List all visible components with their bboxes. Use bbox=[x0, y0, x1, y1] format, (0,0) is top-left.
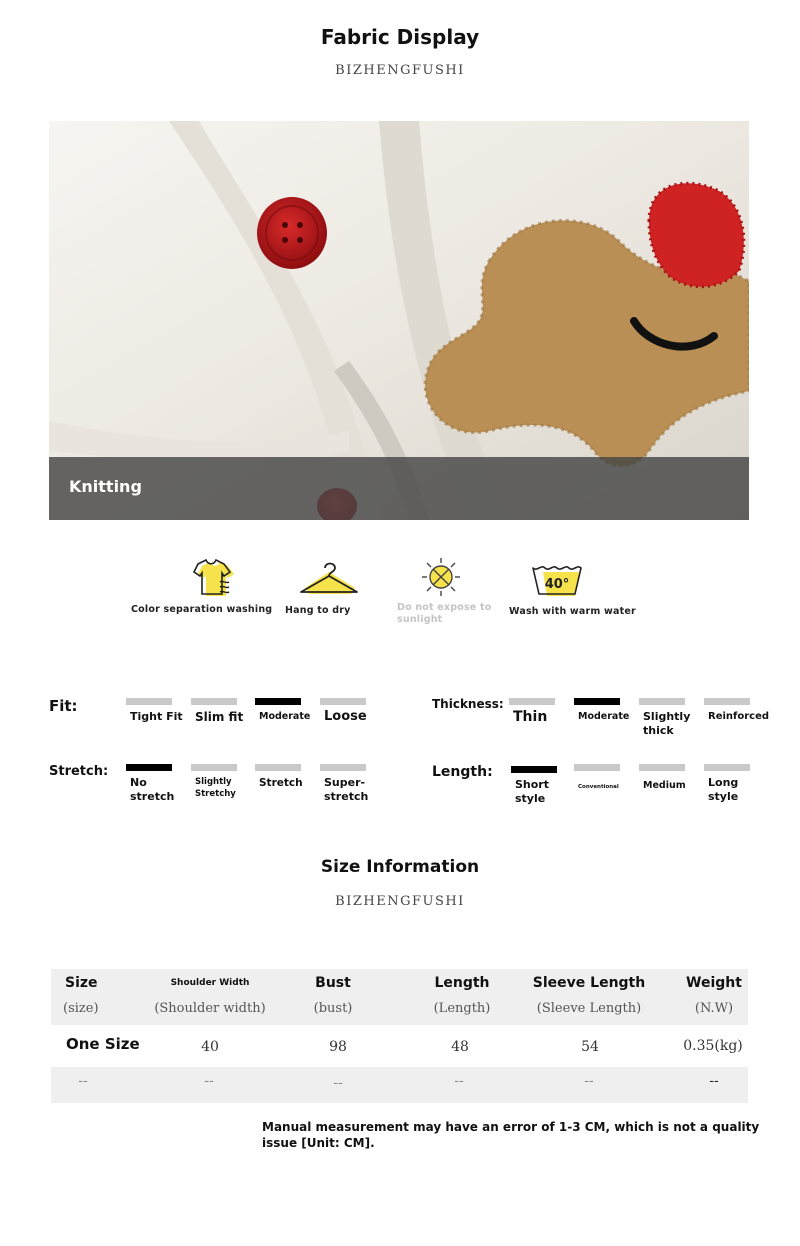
fit-option-loose: Loose bbox=[320, 698, 366, 724]
column-header-weight: Weight bbox=[686, 975, 742, 991]
stretch-option-slightly: Slightly Stretchy bbox=[191, 764, 237, 800]
sleeve-cell: 54 bbox=[581, 1039, 599, 1055]
care-label: Color separation washing bbox=[131, 604, 273, 615]
measurement-note: Manual measurement may have an error of 1-3 CM, which is not a quality issue [Unit: CM]. bbox=[262, 1120, 760, 1150]
column-subheader-weight: (N.W) bbox=[694, 1001, 734, 1016]
column-header-shoulder: Shoulder Width bbox=[170, 978, 250, 988]
fit-option-moderate: Moderate bbox=[255, 698, 301, 724]
hanger-icon bbox=[295, 558, 361, 600]
fit-option-tight: Tight Fit bbox=[126, 698, 172, 724]
table-row bbox=[51, 1067, 748, 1103]
care-label: Wash with warm water bbox=[509, 606, 636, 617]
fit-label: Fit: bbox=[49, 697, 78, 715]
stretch-label: Stretch: bbox=[49, 764, 109, 779]
length-option-conventional: Conventional bbox=[574, 764, 620, 794]
shoulder-cell: -- bbox=[204, 1073, 214, 1089]
wash-temperature: 40° bbox=[544, 577, 570, 592]
care-item-no-sun bbox=[397, 556, 497, 626]
column-subheader-sleeve: (Sleeve Length) bbox=[536, 1001, 642, 1016]
size-brand: BIZHENGFUSHI bbox=[335, 894, 465, 909]
wash-40-icon bbox=[529, 560, 589, 600]
table-row bbox=[51, 1025, 748, 1067]
thickness-option-moderate: Moderate bbox=[574, 698, 620, 724]
column-subheader-size: (size) bbox=[63, 1001, 99, 1016]
column-header-sleeve: Sleeve Length bbox=[532, 975, 646, 991]
column-header-length: Length bbox=[434, 975, 490, 991]
care-label: Hang to dry bbox=[285, 605, 351, 616]
stretch-option-none: No stretch bbox=[126, 764, 172, 804]
fabric-photo bbox=[49, 121, 749, 520]
length-cell: -- bbox=[454, 1073, 464, 1089]
photo-caption-bar bbox=[49, 457, 749, 520]
size-table bbox=[51, 969, 748, 1103]
column-subheader-length: (Length) bbox=[433, 1001, 491, 1016]
length-label: Length: bbox=[432, 764, 493, 780]
thickness-option-reinforced: Reinforced bbox=[704, 698, 750, 724]
column-subheader-bust: (bust) bbox=[313, 1001, 353, 1016]
care-item-warm-wash bbox=[509, 560, 636, 617]
care-item-color-separation bbox=[131, 558, 272, 615]
fabric-type-label: Knitting bbox=[69, 477, 142, 496]
fabric-title: Fabric Display bbox=[320, 25, 480, 49]
length-option-medium: Medium bbox=[639, 764, 685, 793]
no-sun-icon bbox=[417, 556, 465, 600]
thickness-option-thin: Thin bbox=[509, 698, 555, 724]
stretch-option-stretch: Stretch bbox=[255, 764, 301, 790]
thickness-label: Thickness: bbox=[432, 697, 504, 711]
care-item-hang-dry bbox=[285, 558, 361, 616]
stretch-option-super: Super-stretch bbox=[320, 764, 366, 804]
column-subheader-shoulder: (Shoulder width) bbox=[154, 1001, 266, 1016]
length-cell: 48 bbox=[451, 1039, 469, 1055]
weight-cell: -- bbox=[709, 1073, 719, 1089]
bust-cell: 98 bbox=[329, 1039, 347, 1055]
column-header-bust: Bust bbox=[315, 975, 351, 991]
thickness-option-slightly-thick: Slightly thick bbox=[639, 698, 685, 738]
length-option-short: Short style bbox=[511, 766, 557, 806]
shoulder-cell: 40 bbox=[201, 1039, 219, 1055]
fabric-brand: BIZHENGFUSHI bbox=[335, 63, 465, 78]
sleeve-cell: -- bbox=[584, 1073, 594, 1089]
weight-cell: 0.35(kg) bbox=[683, 1038, 743, 1054]
tshirt-wash-icon bbox=[186, 558, 246, 600]
fit-option-slim: Slim fit bbox=[191, 698, 237, 724]
column-header-size: Size bbox=[65, 975, 98, 991]
bust-cell: -- bbox=[333, 1075, 343, 1091]
care-label: Do not expose to sunlight bbox=[397, 602, 492, 625]
size-cell: One Size bbox=[66, 1035, 140, 1053]
size-cell: -- bbox=[78, 1073, 88, 1089]
size-table-header bbox=[51, 969, 748, 1025]
size-title: Size Information bbox=[320, 857, 480, 877]
length-option-long: Long style bbox=[704, 764, 750, 804]
